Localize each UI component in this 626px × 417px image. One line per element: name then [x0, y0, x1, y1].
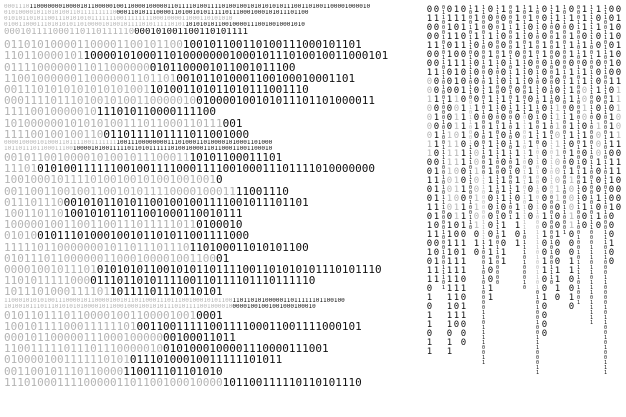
binary-column: 1 1 0 1 1 0 1 1 1 0 1 0 1 1 0 1 1 1 0 1 1 0 1 1 0 0 1 0 1 1 1 1 1 0 1 0	[453, 5, 460, 330]
binary-column: 1 0 1 0 0 1 0 0 0 1 0 0 0 1 0 0 0 1 0 0 0 1 0 1 0	[595, 5, 602, 231]
binary-column: 1 0 0 1 1 1 1 0 1 0 0 1 1 1 1 1 0 0 0 1 1 1 0 1 1 0 0 1 0 1 1 0 0 1 0 1 0 1 1 0 1 1 1 1 1 1 0 1 1 1 0 1 0 0 0 1 0	[522, 5, 526, 291]
binary-row: 101110100011110110111101110110101	[4, 286, 223, 298]
binary-row: 010110111011000010011000010010001	[4, 309, 223, 321]
binary-row: 010101101011001110101010111111100111111110001000011000110101010	[4, 16, 233, 22]
binary-column: 0 1 1 0 1 0 1 0 0 1 0 1 1 1 1 0 1 1 0 0 1 0 1 1 1 0 1 1 1 1 0 1 0 1 1 0 0 0	[460, 5, 467, 348]
binary-row: 11101010100111111001001111000111100100011101111010000000	[4, 163, 375, 175]
binary-column: 1 0 1 0 0 1 0 0 0 0 1 0 0 1 0 0 1 0 0 1 1 1 0 0 1 1 0 1 1	[500, 5, 507, 267]
vertical-binary-columns	[426, 0, 622, 417]
binary-column: 0 0 0 0 1 1 0 0 0 0 1 0 0 1 1 0 0 0 0 0 0 0 0 1 0 1 0 0 1 1 0 0 1 0 0 0 0	[541, 5, 548, 339]
binary-column: 1 1 0 0 0 1 1 0 0 0 0 1 1 0 1 1 0 0 1 1 1 1 0 0 1 0 1 1 1 1 1 0 0 0 1 1 1 0 1 1 1 0 1 1 1 1 0 0 1 1 0 0 0 0 0 0	[495, 5, 499, 286]
binary-row: 1101100001011000010100011010000000100010111010010011000101	[4, 50, 389, 62]
binary-row: 11001000000110000001101101001011010001100100010001101	[4, 72, 356, 84]
binary-column: 1 0 1 1 0 0 0 0 1 0 0 0 0 1 0 1 1 1 1 0 0 1 1 0 0 0 1 1 1 0 1 0 0 1 0 0 1 0 0 0 1 1 0 0 0 1	[562, 5, 566, 236]
binary-row: 010100001011010100110111111111000011010111000011010010101111101110001000101011101100	[4, 10, 309, 16]
binary-row: 000010010111010101010110010101101111001101010101110101110	[4, 264, 382, 275]
binary-row: 001011001000010100101110001110101100011101	[4, 152, 283, 163]
binary-row: 100100010111101001001010010010010	[4, 174, 223, 186]
binary-row: 11110010000010111010110000111100	[4, 106, 216, 118]
binary-column: 1 1 1 1 0 0 0 0 0 0 0 1 0 1 0 0 0 0 1 0 0 1 1 0 1 0 1 0	[473, 5, 480, 258]
binary-row: 1111001001001100110111101111011001000	[4, 128, 250, 140]
binary-column: 0 1 0 0 1 0 0 0 1 1 1 1 0 0 1 1 0 1 1 0 0 0 0	[615, 5, 622, 213]
binary-row: 011010100001100001100101100100101100110100111000101101	[4, 39, 362, 51]
binary-column: 1 0 0 0 1 0 1 1 1 0 1 1 1 1 1 0 1 1 0 0 1 0 1 1 0 0 0 1 1 1 1 1 0 1 1 1 0 0 0 1 0 0 1 1 0	[468, 5, 472, 231]
binary-row: 100101111000111111010011001111100111100011001111000101	[4, 320, 362, 332]
binary-row: 001100101110110000110011101101010	[4, 365, 223, 377]
binary-column: 1 1 1 0 1 1 0 1 1 0 0 1 0 0 1 1 0 0 1 1 0 0 1 0 0	[581, 5, 588, 231]
binary-column: 0 1 1 0 0 0 1 0 1 0 1 1 0 1 1 0 1 0 0 1 0 0 0 1 0 1 0 0 1 1 1 1 0 0 1 0 1 0 1 1 1 0 0 0 0 1 0 0 0 1 0 0 1 1 1 0 1	[441, 5, 445, 291]
binary-row: 00011110111010010100110000010010000100101011101101000011	[4, 95, 375, 107]
binary-row: 00011101100000001000010110000010011000010000011011110100111101001001010101010111001101001100001000010	[4, 4, 371, 10]
binary-column: 1 1 0 0 0 0 1 1 0 0 0 1 0 0 1 0 1 1 0 1 0 1 0 0 0 1 0 0 1 1 0 0 0 0 1 1 1 0 0 0 0 0 0 1 1 1 1 1 1 0 0 0 1 0 1 0 1 0 0 0 0 1 1 0 1 1 1 1 0 0 1 1	[481, 5, 485, 366]
binary-row: 00001000010100011011110011111111001110000000011101000110100001010001101000	[4, 140, 273, 146]
binary-row: 0011101010101010101001101001101011010111001110	[4, 84, 309, 95]
binary-row: 11010111110000111011010111100110111101110111110	[4, 275, 316, 287]
binary-row: 0101001011101000100101101011001111000	[4, 230, 250, 242]
binary-column: 1 1 1 1 0 0 0 0 0 0 0 1 0 0 0 0 1 0 1 0 1 1 1 1 0 0 1 1 1 0 1 1 1 0 1 1 0 0 0 0 0 0 1 0 0 0 0 1 0 1 0 0 1 1 1 0	[549, 5, 553, 286]
binary-column: 1 1 1 1 1 1 1 1 0 0 1 0 0 1 1 1 1 1 0 0 1 1 0 1 0 0 0 0 1 1 0 1 1 0 0 1 0 0 1 0 1 0 1 1 1 0 0 0 1 1 1 0 1 1 0 1 1 1 0 1 1 1 1 1	[589, 5, 593, 326]
binary-row: 111010001111000001101100100010000101100111110110101110	[4, 376, 362, 388]
binary-row: 100110110100101011011001000110010111	[4, 208, 243, 219]
binary-column: 0 1 0 0 1 0 0 1 0 0 1 0 1 0 1 1 0 0 1 1 1 1 1 1 0 1 0 0 1 1 1	[433, 5, 440, 285]
binary-column: 0 1 1 1 0 1 1 0 0 0 1 0 0 0 1 1 1 1 1 0 0 1 0 0 1 1 1 1 1 1 1 1 1 1 1 1 0 1 1	[446, 5, 453, 357]
binary-row: 100000100110011001110111110110100010	[4, 219, 243, 231]
binary-row: 0011001100100110010101111000010001111001110	[4, 185, 289, 197]
binary-column: 0 0 1 1 0 1 1 0 1 0 1 0 1 1 1 1 0 1 1 1 0 0 1 0 0 0 1 0 0	[608, 5, 615, 267]
binary-column: 0 0 0 1 1 0 0 1 0 1 0 0 1 1 0 1 0 0 1 0 0 0 0 1 1 1 1 0 1 0 0 1 0 1 0 0 1 1 1 1 1 0 0 1 0 0 1 0 0 1 0 1 1 1 1 0 1 0 0 1	[576, 5, 580, 306]
binary-row: 000101111000110110111110000101001100110101111	[4, 28, 248, 37]
binary-column: 0 0 0 1 0 1 1 0 1 1 1 1 0 1 1 1 1 1 1 1 1 0 0 0 0 0 1 1 1 0 0 1 1	[487, 5, 494, 303]
binary-row: 0111011100010101101011001001001111001011101101	[4, 196, 309, 208]
binary-row: 01111000000110110000000101100001011001011100	[4, 61, 296, 73]
binary-column: 1 1 1 1 1 0 1 1 1 0 1 1 0 1 0 1 1 1 0 1 1 0 1 1 1 0 1	[514, 5, 521, 249]
binary-row: 010000100111111010101110100010011111101011	[4, 354, 283, 366]
binary-row: 101000000101010100111011000110111001	[4, 117, 243, 129]
binary-row: 00010110000011100010000000100011011	[4, 332, 236, 343]
binary-row: 1111101100000001011011101110110100011010101100	[4, 241, 309, 253]
binary-column: 0 0 0 0 1 0 0 0 0 0 1 1 0 1 1 1 0 1 0 1 1 0 0 1 0 1 0 1 0 1 1 0 0 1 0 0 1 1 1 1 0 0 1	[508, 5, 512, 221]
binary-row: 10110111011000111001000010100111110110101111110100100001101100011001100010	[4, 146, 273, 152]
binary-row: 1100111110111011100000100101000100001110000111001	[4, 343, 329, 355]
binary-column: 0 1 0 0 1 0 0 1 0 0 1 0 0 0 0 1 1 0 0 1 0 0 1 0 1 1 0 1 0 1 1 0 1 0 1 1 0 1 1	[426, 5, 433, 357]
horizontal-binary-stripes	[4, 0, 408, 417]
binary-column: 1 1 1 0 0 1 1 0 1 1 0 0 1 1 0 0 1 1 0 0 1 1 0 0 0 0 1 1 0 1 0 1 1 0 1 1 0 1 1 1 0 1 0 0 0 1 1 1 0 1 1 0 0 0 1 1 0 0 0 0 1 0 1 1 0 0 1 0 1 0 0 1 1 1	[603, 5, 607, 376]
binary-row: 01001100011101010101101000010100101111010111110101101010101100100001110010010001010	[4, 22, 305, 28]
binary-row: 10100101110111010101010000101100010001001010111010111100100001000001001001001000100010	[4, 303, 316, 310]
binary-row: 0101110110000001100010000100110001	[4, 252, 230, 264]
binary-row: 1100010101010011100001011000010010110110001110111001000101011001101101010000011011111101100100	[4, 297, 345, 304]
binary-column: 1 1 0 1 1 0 0 1 0 0 0 1 1 1 0 1 1 0 0 0 1 1 0 0 0 1 0 0 0 1 1 1 0	[554, 5, 561, 303]
binary-column: 1 0 0 1 1 1 0 0 0 0 1 0 0 1 1 0 1 1 1 0 1 0 1 0 0 1 1 0 1 0 1 1 0 1 0 0 1 0 0 1 1 1 0 0 0 1 1 1 1 0 1 0 0 1 1 0 1 0 1 0 1 0 0 1 0 0 1 1 1 0 0 0 1 1	[535, 5, 539, 376]
binary-column: 0 1 0 1 1 1 0 1 1 1 1 0 1 1 1 0 1 0 1 1 0 0 0 1 1 0 0 0 1 1 0 0 1 0	[568, 5, 575, 312]
binary-column: 1 1 0 0 1 1 0 0 0 1 0 1 0 1 1 1 1 0 1 1 0 1 0 0	[527, 5, 534, 222]
